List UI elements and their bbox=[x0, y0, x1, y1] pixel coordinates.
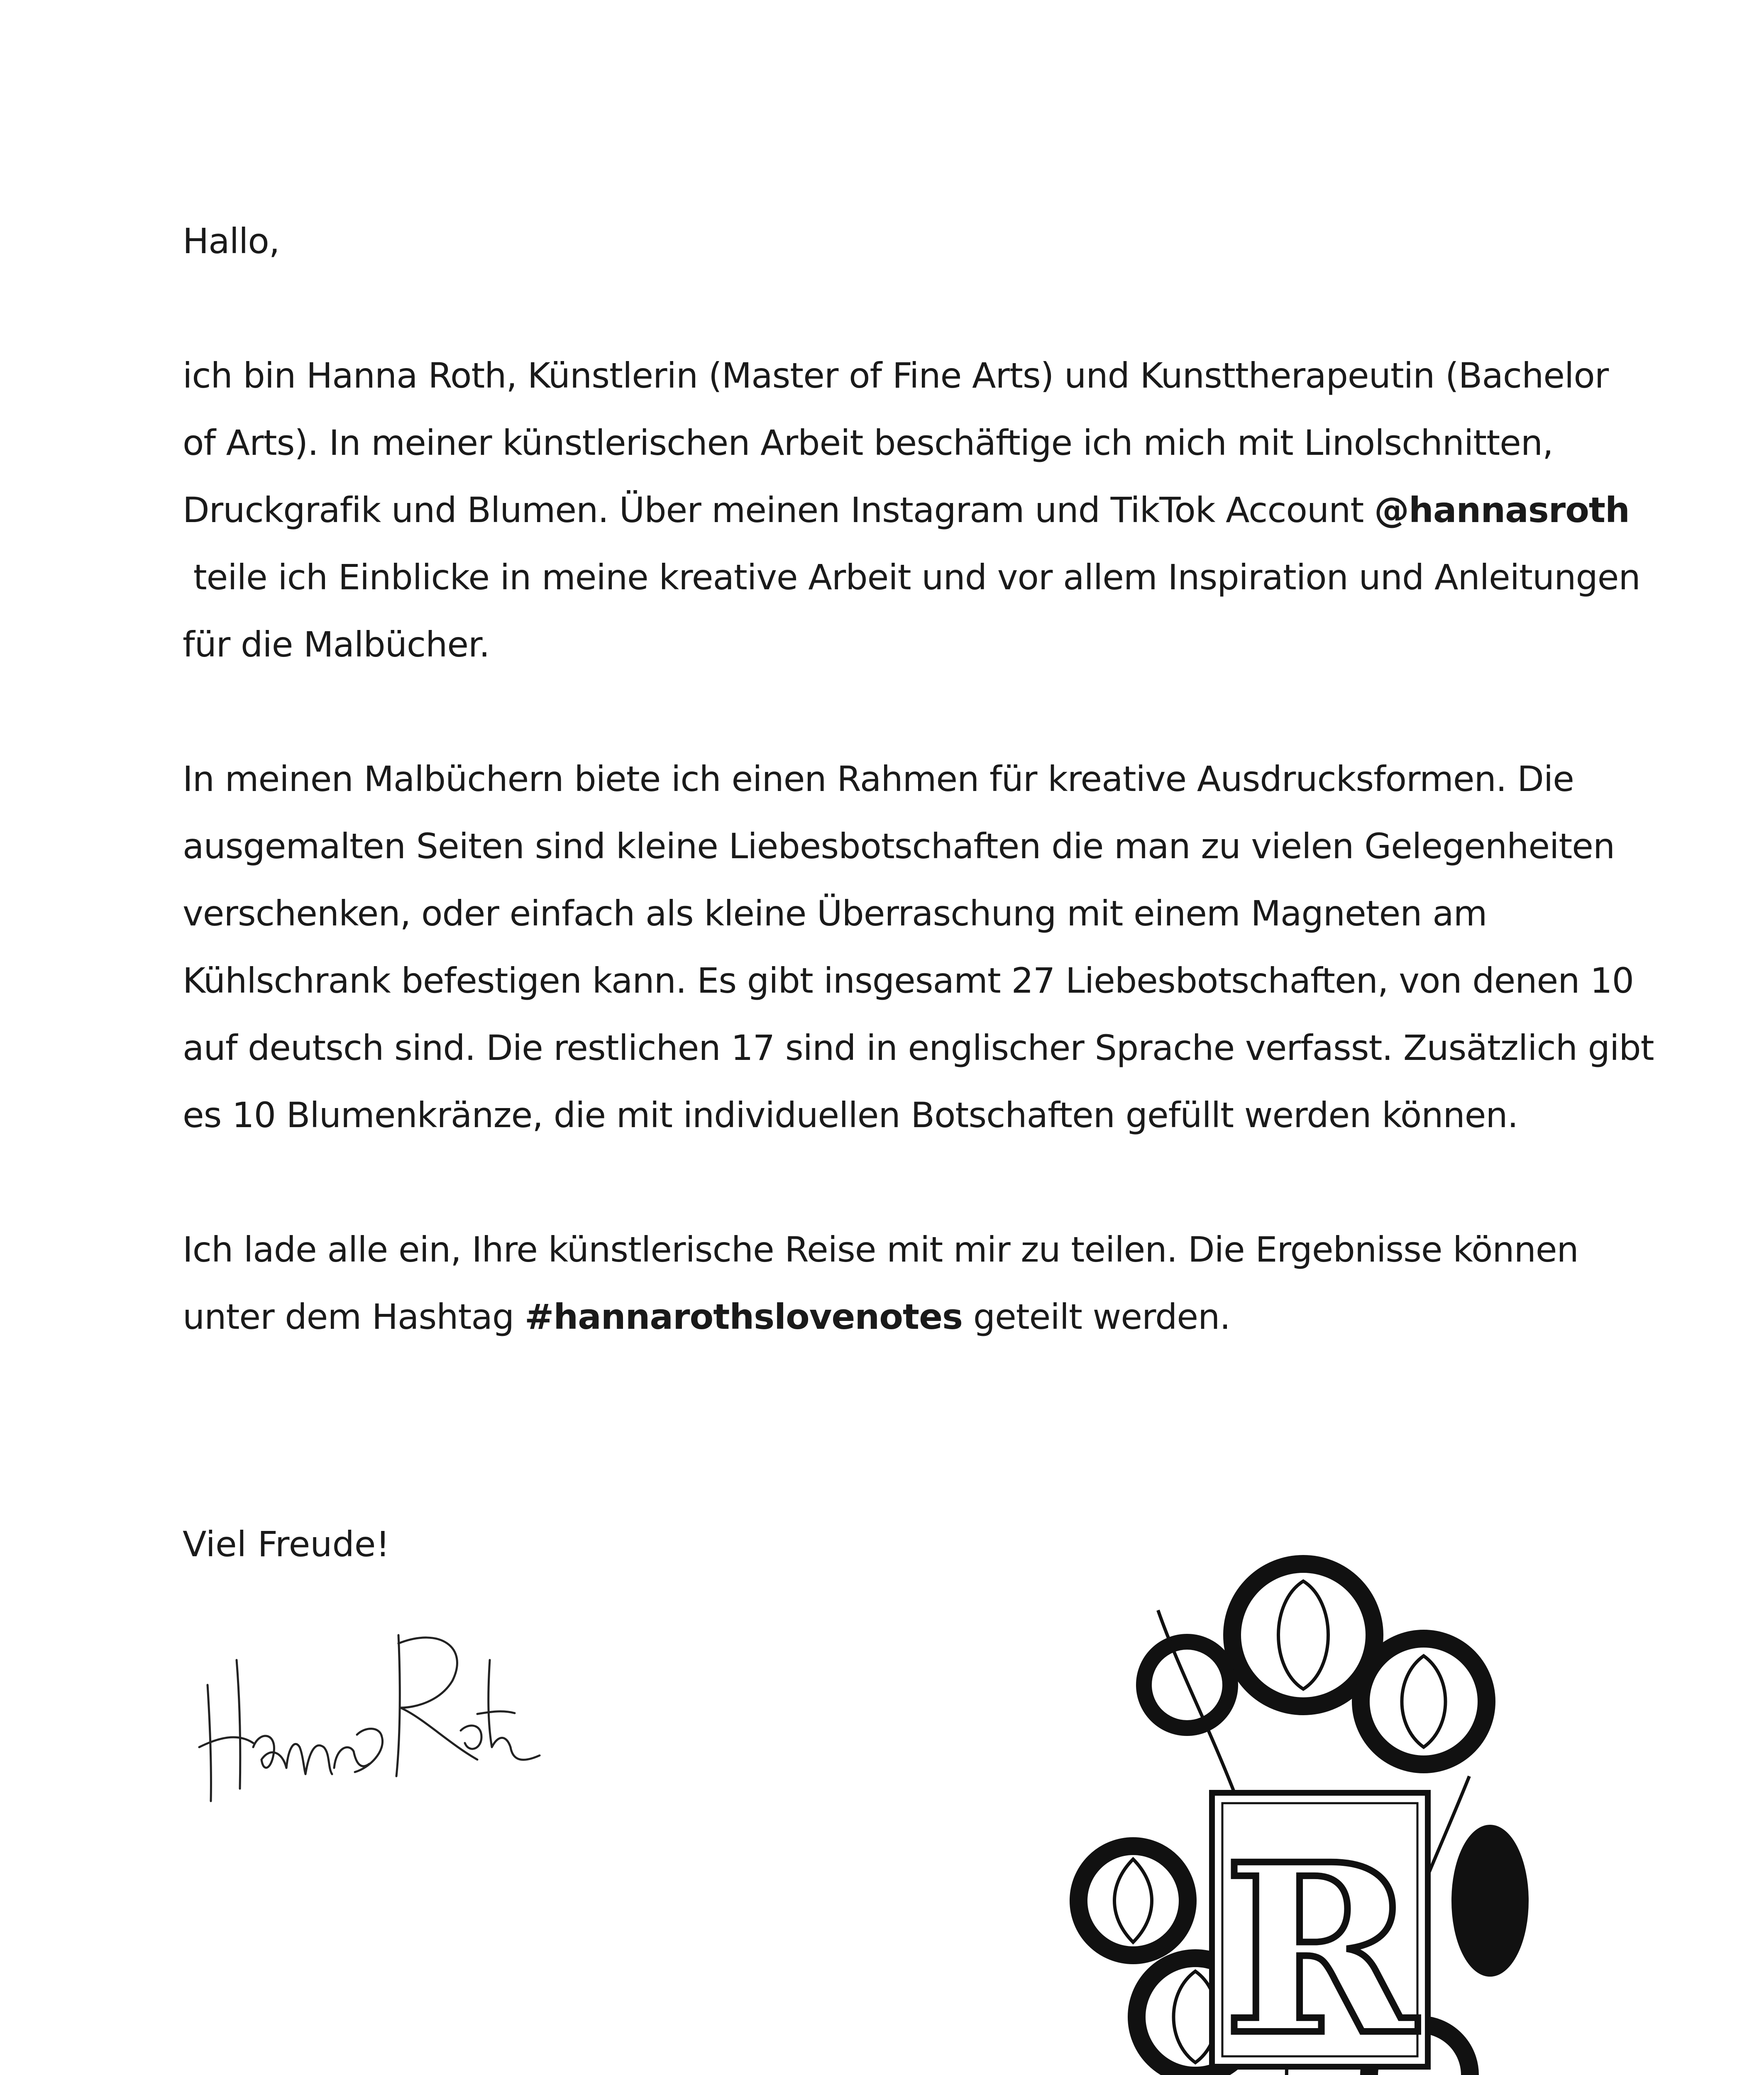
books-line: es 10 Blumenkränze, die mit individuellen Botschaften gefüllt werden können. bbox=[183, 1095, 1518, 1135]
invite-line-text: geteilt werden. bbox=[963, 1296, 1231, 1337]
intro-line-text: Druckgrafik und Blumen. Über meinen Instagram und TikTok Account bbox=[183, 490, 1375, 530]
hashtag: #hannarothslovenotes bbox=[524, 1296, 963, 1337]
monogram-letter: R bbox=[1223, 1814, 1417, 2075]
letter-body bbox=[183, 208, 1654, 1350]
intro-paragraph bbox=[183, 342, 1640, 678]
floral-monogram-illustration bbox=[1063, 1527, 1561, 2075]
books-line: Kühlschrank befestigen kann. Es gibt insgesamt 27 Liebesbotschaften, von denen 10 bbox=[183, 960, 1634, 1001]
invite-line: Ich lade alle ein, Ihre künstlerische Reise mit mir zu teilen. Die Ergebnisse können bbox=[183, 1229, 1578, 1270]
greeting: Hallo, bbox=[183, 221, 280, 261]
intro-line: ich bin Hanna Roth, Künstlerin (Master of Fine Arts) und Kunsttherapeutin (Bachelor bbox=[183, 355, 1609, 396]
intro-line: of Arts). In meiner künstlerischen Arbeit beschäftige ich mich mit Linolschnitten, bbox=[183, 422, 1553, 463]
books-line: ausgemalten Seiten sind kleine Liebesbotschaften die man zu vielen Gelegenheiten bbox=[183, 826, 1615, 867]
intro-line: für die Malbücher. bbox=[183, 624, 490, 665]
signature-image bbox=[191, 1610, 548, 1809]
books-line: auf deutsch sind. Die restlichen 17 sind in englischer Sprache verfasst. Zusätzlich gibt bbox=[183, 1028, 1654, 1068]
books-line: verschenken, oder einfach als kleine Überraschung mit einem Magneten am bbox=[183, 893, 1487, 934]
invite-paragraph bbox=[183, 1216, 1578, 1350]
invite-line bbox=[183, 1283, 1573, 1350]
closing-line: Viel Freude! bbox=[183, 1524, 390, 1565]
books-paragraph bbox=[183, 745, 1654, 1149]
books-line: In meinen Malbüchern biete ich einen Rahmen für kreative Ausdrucksformen. Die bbox=[183, 759, 1574, 799]
intro-line bbox=[183, 476, 1630, 544]
intro-line: teile ich Einblicke in meine kreative Arbeit und vor allem Inspiration und Anleitungen bbox=[183, 557, 1640, 598]
instagram-handle: @hannasroth bbox=[1374, 490, 1630, 530]
invite-line-text: unter dem Hashtag bbox=[183, 1296, 525, 1337]
